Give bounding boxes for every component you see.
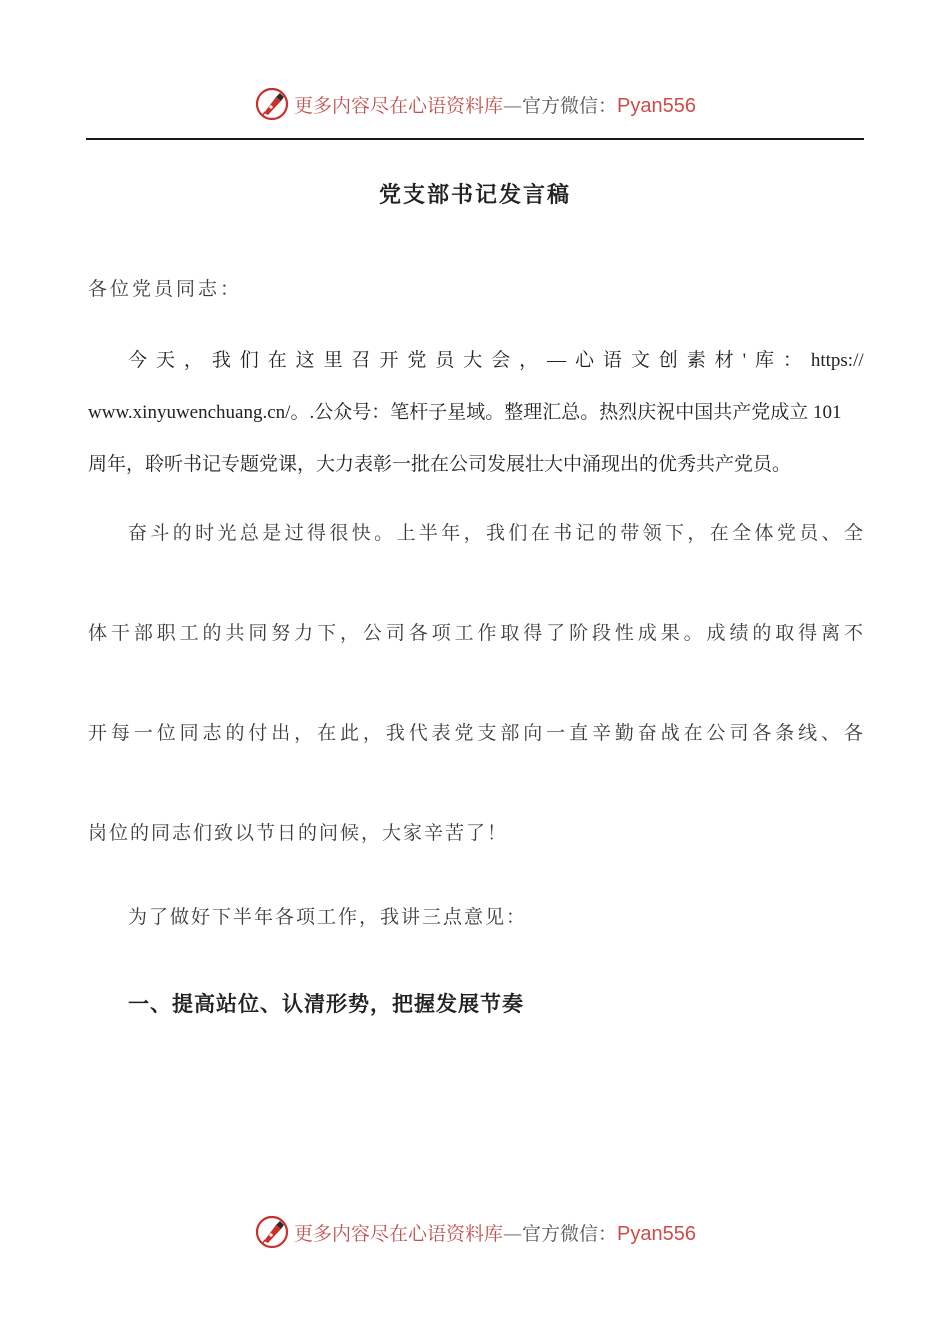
paragraph-1-word: 召 xyxy=(351,350,371,371)
document-title: 党支部书记发言稿 xyxy=(378,182,571,208)
paragraph-2-line-4: 岗位的同志们致以节日的问候，大家辛苦了！ xyxy=(88,822,509,844)
banner-wechat-id: Pyan556 xyxy=(617,1222,696,1245)
banner-wechat-id: Pyan556 xyxy=(617,94,696,117)
banner-text xyxy=(294,1219,696,1246)
paragraph-1-word: 这 xyxy=(295,350,315,371)
paragraph-1-word: 们 xyxy=(239,350,259,371)
footer-banner xyxy=(0,1212,950,1252)
paragraph-1-word: https:// xyxy=(810,350,864,371)
pen-nib-logo-icon xyxy=(254,1214,290,1250)
paragraph-1 xyxy=(88,344,864,500)
paragraph-1-word: 今 xyxy=(128,350,148,371)
banner-main: 更多内容尽在心语资料库 xyxy=(294,1222,504,1245)
paragraph-2-line-1: 奋斗的时光总是过得很快。上半年，我们在书记的带领下，在全体党员、全 xyxy=(128,522,864,544)
paragraph-1-word: 员 xyxy=(435,350,455,371)
paragraph-1-line-1 xyxy=(128,344,864,378)
paragraph-1-word: 文 xyxy=(630,350,650,371)
paragraph-3: 为了做好下半年各项工作，我讲三点意见： xyxy=(128,906,528,928)
banner-sep: — xyxy=(503,94,523,117)
paragraph-1-word: 里 xyxy=(323,350,343,371)
paragraph-1-word: 心 xyxy=(574,350,594,371)
salutation: 各位党员同志： xyxy=(88,278,243,300)
paragraph-1-word: ： xyxy=(782,350,802,371)
paragraph-2 xyxy=(88,516,864,916)
banner-sep: — xyxy=(503,1222,523,1245)
paragraph-2-line-2: 体干部职工的共同努力下，公司各项工作取得了阶段性成果。成绩的取得离不 xyxy=(88,622,864,644)
banner-wechat-label: 官方微信： xyxy=(522,1222,618,1245)
paragraph-1-word: ， xyxy=(519,350,539,371)
paragraph-1-word: — xyxy=(547,350,567,371)
paragraph-1-word: 语 xyxy=(602,350,622,371)
paragraph-1-word: 我 xyxy=(211,350,231,371)
paragraph-1-line-3: 周年，聆听书记专题党课，大力表彰一批在公司发展壮大中涌现出的优秀共产党员。 xyxy=(88,454,792,475)
paragraph-2-line-3: 开每一位同志的付出，在此，我代表党支部向一直辛勤奋战在公司各条线、各 xyxy=(88,722,864,744)
paragraph-1-word: 开 xyxy=(379,350,399,371)
paragraph-1-word: 在 xyxy=(267,350,287,371)
banner-wechat-label: 官方微信： xyxy=(522,94,618,117)
pen-nib-logo-icon xyxy=(254,86,290,122)
banner-text xyxy=(294,91,696,118)
paragraph-1-word: 材 xyxy=(714,350,734,371)
paragraph-1-word: 党 xyxy=(407,350,427,371)
paragraph-1-word: 大 xyxy=(463,350,483,371)
header-banner xyxy=(0,84,950,124)
paragraph-1-word: 天 xyxy=(155,350,175,371)
banner-main: 更多内容尽在心语资料库 xyxy=(294,94,504,117)
header-rule xyxy=(86,138,864,140)
paragraph-1-word: 素 xyxy=(686,350,706,371)
paragraph-1-line-2: www.xinyuwenchuang.cn/。.公众号：笔杆子星域。整理汇总。热烈庆祝中国共产党成立 101 xyxy=(88,402,842,423)
paragraph-1-word: 会 xyxy=(491,350,511,371)
paragraph-1-word: ， xyxy=(183,350,203,371)
paragraph-1-word: 库 xyxy=(754,350,774,371)
paragraph-1-word: ' xyxy=(742,350,747,371)
paragraph-1-word: 创 xyxy=(658,350,678,371)
section-heading-1: 一、提高站位、认清形势，把握发展节奏 xyxy=(128,991,524,1016)
